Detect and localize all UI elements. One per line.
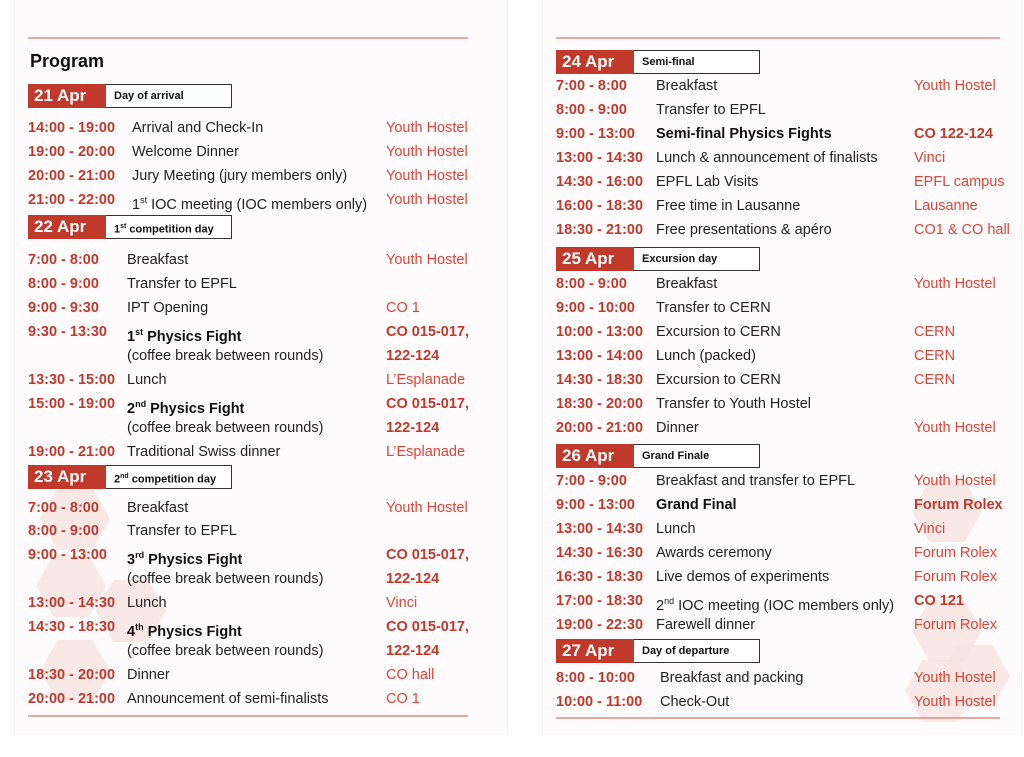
event-text: (coffee break between rounds) xyxy=(127,571,324,587)
event-text: Transfer to EPFL xyxy=(127,523,237,539)
schedule-row xyxy=(28,687,488,711)
event-text: Breakfast xyxy=(127,500,189,516)
event-text: Free time in Lausanne xyxy=(656,198,801,214)
event-name xyxy=(656,122,832,146)
event-text: (coffee break between rounds) xyxy=(127,420,324,436)
day-label-text: Semi-final xyxy=(642,56,695,68)
day-date: 24 Apr xyxy=(556,50,634,74)
event-name xyxy=(656,218,832,242)
event-text: Transfer to Youth Hostel xyxy=(656,396,812,412)
event-name xyxy=(656,320,781,344)
event-text: Semi-final Physics Fights xyxy=(656,126,832,142)
schedule-row xyxy=(28,296,488,320)
time-slot: 9:00 - 13:00 xyxy=(28,547,107,563)
venue: Youth Hostel xyxy=(386,144,468,160)
event-text: Lunch & announcement of finalists xyxy=(656,150,878,166)
venue: Vinci xyxy=(914,521,946,537)
time-slot: 16:30 - 18:30 xyxy=(556,569,644,585)
day-label xyxy=(106,84,232,108)
venue: CO 122-124 xyxy=(914,126,993,142)
venue: Lausanne xyxy=(914,198,978,214)
time-slot: 8:00 - 9:00 xyxy=(28,523,99,539)
ordinal-number: 1 xyxy=(127,328,136,345)
time-slot: 9:00 - 13:00 xyxy=(556,126,635,142)
venue: CO 121 xyxy=(914,593,964,609)
venue: Youth Hostel xyxy=(386,500,468,516)
day-label xyxy=(634,639,760,663)
event-name xyxy=(656,296,771,320)
day-label xyxy=(106,215,232,239)
day-label-text: Excursion day xyxy=(642,253,718,265)
event-text: IOC meeting (IOC members only) xyxy=(674,597,895,614)
schedule-row xyxy=(556,541,1022,565)
event-name xyxy=(656,272,717,296)
venue: CO hall xyxy=(386,667,435,683)
day-label-text: competition day xyxy=(126,223,214,236)
time-slot: 19:00 - 22:30 xyxy=(556,617,644,633)
event-name xyxy=(656,469,855,493)
venue: Youth Hostel xyxy=(386,252,468,268)
venue: CO 1 xyxy=(386,691,420,707)
ordinal-number: 1 xyxy=(132,196,141,213)
event-name xyxy=(656,565,829,589)
schedule-row xyxy=(28,368,488,392)
event-name xyxy=(656,541,772,565)
day-date: 26 Apr xyxy=(556,444,634,468)
venue: Youth Hostel xyxy=(914,276,996,292)
venue: Forum Rolex xyxy=(914,545,997,561)
event-text: IPT Opening xyxy=(127,300,209,316)
schedule-row xyxy=(28,591,488,615)
ordinal-suffix: st xyxy=(135,327,144,337)
venue: Forum Rolex xyxy=(914,569,997,585)
event-text: EPFL Lab Visits xyxy=(656,174,759,190)
event-name xyxy=(656,194,800,218)
schedule-row xyxy=(556,98,1022,122)
ordinal-suffix: nd xyxy=(120,473,129,480)
schedule-row xyxy=(28,320,488,344)
schedule-row xyxy=(556,170,1022,194)
event-name xyxy=(132,116,263,140)
event-text: Announcement of semi-finalists xyxy=(127,691,329,707)
time-slot: 9:00 - 10:00 xyxy=(556,300,635,316)
time-slot: 20:00 - 21:00 xyxy=(28,168,116,184)
event-text: Lunch xyxy=(127,595,167,611)
event-text: Dinner xyxy=(127,667,170,683)
event-text: Live demos of experiments xyxy=(656,569,830,585)
event-text: Excursion to CERN xyxy=(656,372,781,388)
bottom-rule-left xyxy=(28,715,468,717)
schedule-row xyxy=(28,639,488,663)
event-text: Physics Fight xyxy=(144,551,243,568)
event-name xyxy=(127,416,323,440)
event-name xyxy=(656,98,766,122)
schedule-row xyxy=(556,272,1022,296)
page-title: Program xyxy=(30,51,105,71)
time-slot: 18:30 - 21:00 xyxy=(556,222,644,238)
schedule-row xyxy=(556,392,1022,416)
ordinal-suffix: nd xyxy=(135,399,147,409)
event-name xyxy=(656,613,755,637)
venue: CERN xyxy=(914,372,956,388)
event-name xyxy=(127,248,188,272)
event-text: Physics Fight xyxy=(143,623,242,640)
venue: CERN xyxy=(914,348,956,364)
ordinal-number: 2 xyxy=(127,400,136,417)
event-name xyxy=(127,519,237,543)
event-text: Breakfast xyxy=(127,252,189,268)
time-slot: 16:00 - 18:30 xyxy=(556,198,644,214)
day-label xyxy=(634,50,760,74)
time-slot: 7:00 - 8:00 xyxy=(28,252,99,268)
time-slot: 9:00 - 13:00 xyxy=(556,497,635,513)
schedule-row xyxy=(556,368,1022,392)
time-slot: 15:00 - 19:00 xyxy=(28,396,116,412)
venue: Youth Hostel xyxy=(914,473,996,489)
time-slot: 8:00 - 10:00 xyxy=(556,670,635,686)
time-slot: 7:00 - 8:00 xyxy=(28,500,99,516)
schedule-row xyxy=(556,493,1022,517)
day-date: 23 Apr xyxy=(28,465,106,489)
event-name xyxy=(656,170,758,194)
venue: CO 015-017, xyxy=(386,547,470,563)
event-text: Welcome Dinner xyxy=(132,144,239,160)
event-name xyxy=(132,164,347,188)
event-name xyxy=(132,188,367,217)
event-name xyxy=(660,666,803,690)
day-date: 27 Apr xyxy=(556,639,634,663)
schedule-row xyxy=(28,615,488,639)
schedule-row xyxy=(28,567,488,591)
ordinal-suffix: st xyxy=(120,223,127,230)
time-slot: 13:30 - 15:00 xyxy=(28,372,116,388)
schedule-row xyxy=(28,496,488,520)
day-header xyxy=(28,84,232,108)
time-slot: 19:00 - 21:00 xyxy=(28,444,116,460)
event-name xyxy=(656,146,878,170)
event-text: IOC meeting (IOC members only) xyxy=(147,196,368,213)
event-name xyxy=(127,591,167,615)
event-text: Breakfast xyxy=(656,276,718,292)
event-text: Breakfast and packing xyxy=(660,670,804,686)
event-name xyxy=(127,272,237,296)
event-name xyxy=(656,74,717,98)
schedule-row xyxy=(556,613,1022,637)
schedule-row xyxy=(28,663,488,687)
time-slot: 8:00 - 9:00 xyxy=(556,276,627,292)
event-name xyxy=(127,567,323,591)
venue: L’Esplanade xyxy=(386,444,466,460)
schedule-row xyxy=(556,666,1022,690)
time-slot: 19:00 - 20:00 xyxy=(28,144,116,160)
schedule-row xyxy=(28,392,488,416)
day-label-text: Grand Finale xyxy=(642,450,710,462)
venue: EPFL campus xyxy=(914,174,1005,190)
event-name xyxy=(656,493,737,517)
event-text: Transfer to EPFL xyxy=(127,276,237,292)
event-text: Physics Fight xyxy=(146,400,245,417)
event-text: Arrival and Check-In xyxy=(132,120,264,136)
event-text: Lunch xyxy=(127,372,167,388)
ordinal-suffix: nd xyxy=(664,596,675,606)
schedule-row xyxy=(28,416,488,440)
time-slot: 8:00 - 9:00 xyxy=(28,276,99,292)
time-slot: 20:00 - 21:00 xyxy=(556,420,644,436)
venue: CO 015-017, xyxy=(386,396,470,412)
day-header xyxy=(28,215,232,239)
event-name xyxy=(656,416,699,440)
day-header xyxy=(556,50,760,74)
schedule-row xyxy=(556,416,1022,440)
ordinal-suffix: th xyxy=(135,622,144,632)
event-name xyxy=(127,368,167,392)
venue: Youth Hostel xyxy=(914,420,996,436)
venue: Youth Hostel xyxy=(914,694,996,710)
venue: Youth Hostel xyxy=(914,78,996,94)
venue: Youth Hostel xyxy=(386,168,468,184)
day-header xyxy=(28,465,232,489)
schedule-row xyxy=(556,517,1022,541)
event-text: Breakfast xyxy=(656,78,718,94)
schedule-row xyxy=(556,146,1022,170)
venue: Forum Rolex xyxy=(914,497,1003,513)
time-slot: 14:30 - 18:30 xyxy=(28,619,116,635)
event-name xyxy=(656,368,781,392)
schedule-row xyxy=(556,589,1022,613)
time-slot: 7:00 - 9:00 xyxy=(556,473,627,489)
event-name xyxy=(660,690,729,714)
venue: L’Esplanade xyxy=(386,372,466,388)
time-slot: 18:30 - 20:00 xyxy=(556,396,644,412)
ordinal-number: 3 xyxy=(127,551,136,568)
schedule-row xyxy=(556,74,1022,98)
event-text: (coffee break between rounds) xyxy=(127,643,324,659)
day-header xyxy=(556,247,760,271)
schedule-row xyxy=(556,194,1022,218)
schedule-row xyxy=(28,116,488,140)
event-text: Grand Final xyxy=(656,497,737,513)
venue: Youth Hostel xyxy=(386,192,468,208)
venue: CO 015-017, xyxy=(386,324,470,340)
top-rule-right xyxy=(556,37,1000,39)
top-rule-left xyxy=(28,37,468,39)
venue: Youth Hostel xyxy=(386,120,468,136)
event-name xyxy=(656,344,756,368)
venue: 122-124 xyxy=(386,643,440,659)
event-text: Lunch xyxy=(656,521,696,537)
time-slot: 17:00 - 18:30 xyxy=(556,593,644,609)
event-text: Transfer to EPFL xyxy=(656,102,766,118)
schedule-row xyxy=(556,218,1022,242)
time-slot: 10:00 - 11:00 xyxy=(556,694,643,710)
ordinal-number: 2 xyxy=(114,473,121,486)
schedule-row xyxy=(28,140,488,164)
time-slot: 9:30 - 13:30 xyxy=(28,324,107,340)
event-text: Excursion to CERN xyxy=(656,324,781,340)
ordinal-number: 2 xyxy=(656,597,665,614)
schedule-row xyxy=(28,164,488,188)
time-slot: 13:00 - 14:30 xyxy=(556,521,644,537)
event-text: Farewell dinner xyxy=(656,617,756,633)
schedule-row xyxy=(556,690,1022,714)
ordinal-number: 4 xyxy=(127,623,136,640)
time-slot: 20:00 - 21:00 xyxy=(28,691,116,707)
schedule-row xyxy=(556,122,1022,146)
venue: Vinci xyxy=(914,150,946,166)
event-text: Free presentations & apéro xyxy=(656,222,832,238)
time-slot: 14:30 - 16:30 xyxy=(556,545,644,561)
event-name xyxy=(127,496,188,520)
time-slot: 14:00 - 19:00 xyxy=(28,120,116,136)
venue: 122-124 xyxy=(386,420,440,436)
schedule-row xyxy=(28,519,488,543)
event-name xyxy=(127,663,170,687)
day-date: 21 Apr xyxy=(28,84,106,108)
day-header xyxy=(556,444,760,468)
venue: CO 1 xyxy=(386,300,420,316)
time-slot: 9:00 - 9:30 xyxy=(28,300,99,316)
ordinal-number: 1 xyxy=(114,223,121,236)
event-name xyxy=(132,140,239,164)
schedule-row xyxy=(28,188,488,212)
event-text: Transfer to CERN xyxy=(656,300,771,316)
schedule-row xyxy=(556,469,1022,493)
event-text: (coffee break between rounds) xyxy=(127,348,324,364)
time-slot: 8:00 - 9:00 xyxy=(556,102,627,118)
day-label-text: Day of departure xyxy=(642,645,730,657)
time-slot: 21:00 - 22:00 xyxy=(28,192,116,208)
day-header xyxy=(556,639,760,663)
schedule-row xyxy=(28,272,488,296)
event-name xyxy=(127,440,280,464)
venue: CO 015-017, xyxy=(386,619,470,635)
day-date: 22 Apr xyxy=(28,215,106,239)
schedule-row xyxy=(28,440,488,464)
event-name xyxy=(127,296,208,320)
venue: 122-124 xyxy=(386,348,440,364)
schedule-row xyxy=(556,344,1022,368)
time-slot: 14:30 - 18:30 xyxy=(556,372,644,388)
event-text: Lunch (packed) xyxy=(656,348,756,364)
day-date: 25 Apr xyxy=(556,247,634,271)
schedule-row xyxy=(28,344,488,368)
venue: Vinci xyxy=(386,595,418,611)
time-slot: 18:30 - 20:00 xyxy=(28,667,116,683)
event-name xyxy=(127,639,323,663)
venue: 122-124 xyxy=(386,571,440,587)
time-slot: 14:30 - 16:00 xyxy=(556,174,644,190)
event-text: Breakfast and transfer to EPFL xyxy=(656,473,856,489)
event-text: Physics Fight xyxy=(143,328,242,345)
event-text: Dinner xyxy=(656,420,699,436)
day-label xyxy=(634,444,760,468)
schedule-row xyxy=(28,248,488,272)
day-label xyxy=(106,465,232,489)
bottom-rule-right xyxy=(556,717,1000,719)
event-text: Awards ceremony xyxy=(656,545,772,561)
time-slot: 13:00 - 14:00 xyxy=(556,348,644,364)
time-slot: 7:00 - 8:00 xyxy=(556,78,627,94)
event-text: Check-Out xyxy=(660,694,730,710)
event-name xyxy=(127,687,329,711)
time-slot: 13:00 - 14:30 xyxy=(28,595,116,611)
schedule-row xyxy=(556,320,1022,344)
event-name xyxy=(127,344,323,368)
venue: CO1 & CO hall xyxy=(914,222,1010,238)
day-label-text: competition day xyxy=(128,473,217,486)
ordinal-suffix: st xyxy=(140,195,148,205)
venue: CERN xyxy=(914,324,956,340)
schedule-row xyxy=(556,296,1022,320)
venue: Youth Hostel xyxy=(914,670,996,686)
event-text: Jury Meeting (jury members only) xyxy=(132,168,348,184)
venue: Forum Rolex xyxy=(914,617,997,633)
day-label-text: Day of arrival xyxy=(114,90,184,102)
event-name xyxy=(656,392,811,416)
ordinal-suffix: rd xyxy=(135,550,145,560)
day-label xyxy=(634,247,760,271)
event-text: Traditional Swiss dinner xyxy=(127,444,281,460)
time-slot: 13:00 - 14:30 xyxy=(556,150,644,166)
time-slot: 10:00 - 13:00 xyxy=(556,324,644,340)
event-name xyxy=(656,517,696,541)
schedule-row xyxy=(28,543,488,567)
schedule-row xyxy=(556,565,1022,589)
